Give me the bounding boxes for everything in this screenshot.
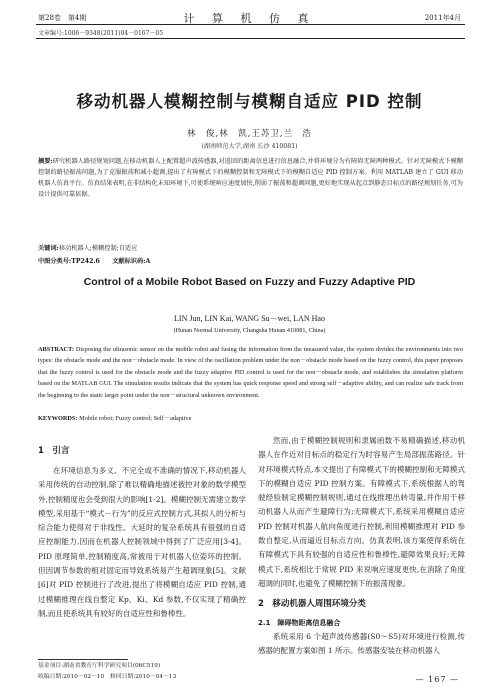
english-abstract xyxy=(38,344,463,401)
right-column xyxy=(258,434,465,658)
english-abstract-text: Disposing the ultrasonic sensor on the mobile robot and fusing the information from the measured value, the system divides the environments into two types: the obstacle mode and the non－obstacle mode. In view of the oscillation problem under the non－obstacle mode based on the fuzzy control, this paper proposes that the fuzzy control is used for the obstacle mode and the fuzzy adaptive PID control is used for the non－obstacle mode, and establishes the simulation platform based on the MATLAB GUI. The simulation results indicate that the system has quick response speed and strong self－adaptive ability, and can realize safe track from the beginning to the static target point under the non－structural unknown environment. xyxy=(38,346,463,399)
subsection-2-1-title: 2.1 障碍物距离信息融合 xyxy=(258,618,341,627)
chinese-abstract-label: 摘要: xyxy=(38,158,53,165)
english-keywords-text: Mobile robot; Fuzzy control; Self－adaptive xyxy=(79,415,192,422)
english-keywords-label: KEYWORDS: xyxy=(38,415,78,422)
chinese-abstract-text: 研究机器人路径规划问题,在移动机器人上配置超声波传感器,对返回的距离信息进行信息融合,并将环境分为有障碍无障两种模式。针对无障模式下模糊控制的路径振荡问题,为了克服振荡和减小超调,提出了有障模式下的模糊控制和无障模式下的模糊自适应 PID 控制方案。利用 MATLAB 建立了 GUI 移动机器人仿真平台。仿真结果表明,在非结构化未知环境下,可使系统响应速度加快,削弱了振荡和超调问题,更好地实现从起点到静态目标点的路径规划任务,可为设计提供可靠依据。 xyxy=(38,158,463,198)
journal-name: 计 算 机 仿 真 xyxy=(183,12,316,25)
classification-code: 中图分类号:TP242.6 文献标识码:A xyxy=(38,258,151,265)
page-number: — 167 — xyxy=(415,675,459,684)
chinese-keywords-label: 关键词: xyxy=(38,245,59,252)
issue-date: 2011年4月 xyxy=(424,14,461,22)
chinese-keywords xyxy=(38,243,137,252)
english-keywords xyxy=(38,413,191,422)
article-number: 文章编号:1006－9348(2011)04－0167－05 xyxy=(38,30,164,37)
header-rule xyxy=(36,24,465,25)
english-title: Control of a Mobile Robot Based on Fuzzy and Fuzzy Adaptive PID xyxy=(83,276,416,288)
chinese-abstract xyxy=(38,156,463,200)
chinese-keywords-text: 移动机器人;模糊控制;自适应 xyxy=(58,245,138,252)
section-2-title: 2 移动机器人周围环境分类 xyxy=(258,599,366,610)
english-abstract-label: ABSTRACT: xyxy=(38,346,74,353)
left-paragraph: 在环境信息为多义、不完全或不准确的情况下,移动机器人采用传统的自动控制,除了难以精确地描述被控对象的数学模型外,控制精度也会受到很大的影响[1-2]。模糊控制无需建立数学模型,采用基于“模式－行为”的反应式控制方式,其拟人的分析与综合能力使得对于非线性、大延时的复杂系统具有很强的自适应控制能力,因而在机器人控制领域中得到了广泛应用[3-4]。PID 原理简单,控制精度高,常被用于对机器人位姿环的控制。但因调节参数的相对固定而导致系统易产生超调现象[5]。文献[6]对 PID 控制进行了改进,提出了将模糊自适应 PID 控制,通过模糊推理在线自整定 Kp、Ki、Kd 参数,不仅实现了精确控制,而且使系统具有较好的自适应性和鲁棒性。 xyxy=(38,466,246,618)
footnote-rule xyxy=(38,659,128,660)
fund-note: 基金项目:湖南省教育厅科学研究项目(06C519) xyxy=(38,663,161,669)
volume-issue: 第28卷 第4期 xyxy=(38,14,87,22)
right-paragraph: 然而,由于模糊控制规则和隶属函数不易精确描述,移动机器人在作近对目标点的稳定行为时容易产生局部振荡路径。针对环境模式特点,本文提出了有障模式下的模糊控制和无障模式下的模糊自适应 PID 控制方案。有障模式下,系统根据人的驾驶经验制定模糊控制规则,通过在线推理出转弯量,并作用于移动机器人从而产生避障行为;无障模式下,系统采用模糊自适应 PID 控制对机器人航向角度进行控制,利用模糊推理对 PID 参数自整定,从而逼近目标点方向。仿真表明,该方案使得系统在有障模式下具有较强的自适应性和鲁棒性,避障效果良好;无障模式下,系统相比于常规 PID 来说响应速度更快,在消除了角度超调的同时,也避免了模糊控制下的振荡现象。 xyxy=(258,436,465,588)
chinese-affiliation: (湖南师范大学,湖南 长沙 410081) xyxy=(201,143,298,150)
chinese-authors: 林 俊,林 凯,王苏卫,兰 浩 xyxy=(186,129,313,139)
footnote xyxy=(38,661,176,683)
section-1-title: 1 引言 xyxy=(38,446,70,456)
right-paragraph-2: 系统采用 6 个超声波传感器(S0～S5)对环境进行检测,传感器的配置方案如图 1 所示。传感器安装在移动机器人 xyxy=(258,631,465,656)
received-dates: 收稿日期:2010－02－10 修回日期:2010－04－13 xyxy=(38,674,177,680)
english-authors: LIN Jun, LIN Kai, WANG Su－wei, LAN Hao xyxy=(174,314,325,323)
left-column xyxy=(38,464,246,621)
chinese-title: 移动机器人模糊控制与模糊自适应 PID 控制 xyxy=(76,92,423,111)
english-affiliation: (Hunan Normal University, Changsha Hunan 410081, China) xyxy=(173,327,326,334)
meta-rule xyxy=(36,38,465,39)
